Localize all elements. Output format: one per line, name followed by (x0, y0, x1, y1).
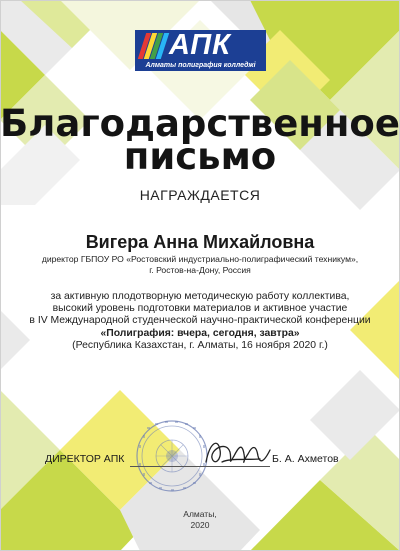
awarded-label: НАГРАЖДАЕТСЯ (139, 187, 261, 203)
footer-city: Алматы, (183, 509, 217, 519)
director-label: ДИРЕКТОР АПК (45, 453, 125, 465)
certificate-title-line2: письмо (123, 135, 277, 178)
body-line5: (Республика Казахстан, г. Алматы, 16 ноября 2020 г.) (72, 339, 328, 351)
certificate-title-line1: Благодарственное (0, 102, 400, 145)
handwritten-signature (200, 432, 280, 472)
recipient-name: Вигера Анна Михайловна (85, 232, 315, 252)
issue-place-date (0, 509, 400, 531)
director-name: Б. А. Ахметов (272, 453, 339, 465)
certificate-body (0, 291, 400, 352)
college-logo (135, 30, 266, 72)
logo-letters: АПК (169, 29, 231, 61)
footer-year: 2020 (190, 520, 210, 530)
official-seal-stamp (135, 419, 209, 493)
body-line2: высокий уровень подготовки материалов и активное участие (52, 303, 348, 315)
body-line3: в IV Международной студенческой научно-практической конференции (29, 315, 371, 327)
body-line1: за активную плодотворную методическую работу коллектива, (50, 291, 350, 302)
recipient-position (0, 254, 400, 276)
conference-name: «Полиграфия: вчера, сегодня, завтра» (100, 327, 300, 339)
position-line2: г. Ростов-на-Дону, Россия (149, 265, 251, 275)
logo-caption: Алматы полиграфия колледжі (135, 61, 266, 71)
position-line1: директор ГБПОУ РО «Ростовский индустриально-полиграфический техникум», (41, 254, 359, 264)
